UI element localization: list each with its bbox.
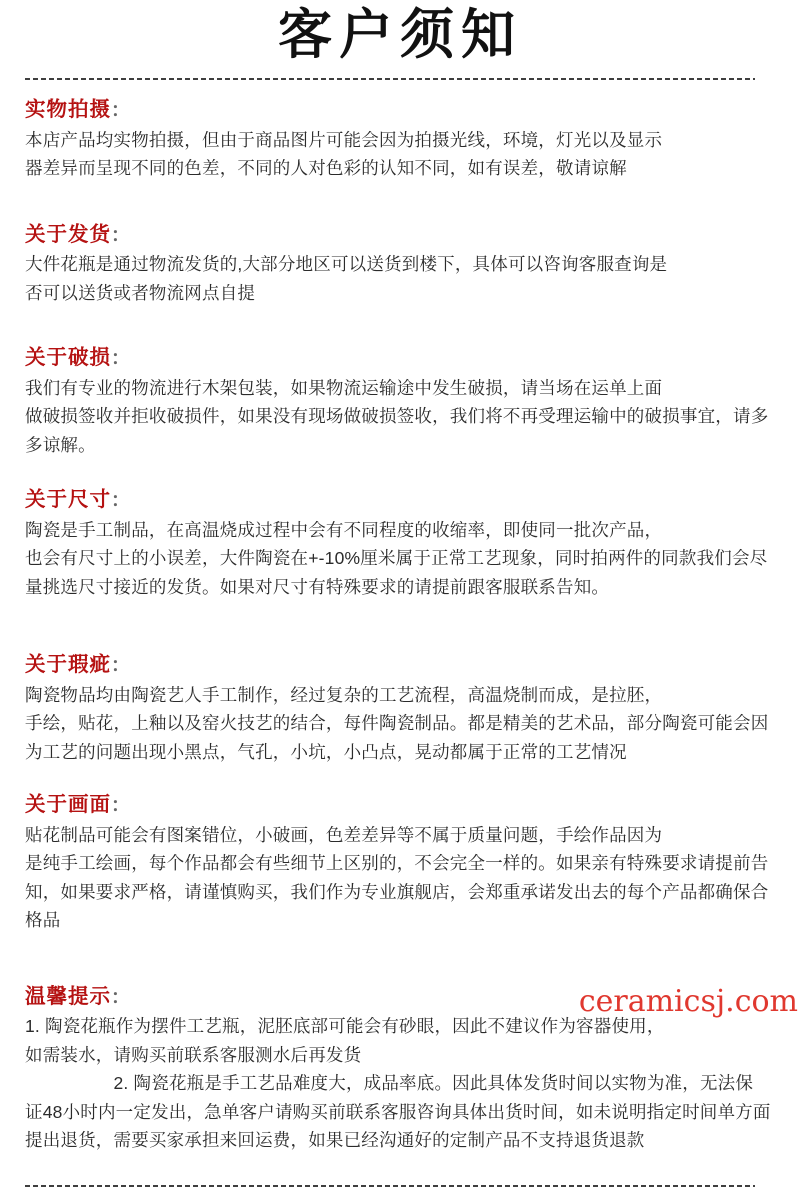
section-line: 1. 陶瓷花瓶作为摆件工艺瓶，泥胚底部可能会有砂眼，因此不建议作为容器使用， bbox=[25, 1016, 665, 1036]
section-line: 证48小时内一定发出，急单客户请购买前联系客服咨询具体出货时间，如未说明指定时间单方面 bbox=[25, 1101, 771, 1122]
section-line: 为工艺的问题出现小黑点，气孔，小坑，小凸点，晃动都属于正常的工艺情况 bbox=[25, 741, 627, 762]
customer-notice-page bbox=[0, 2, 800, 1150]
section-artwork bbox=[25, 791, 769, 935]
section-line: 否可以送货或者物流网点自提 bbox=[25, 282, 256, 303]
section-line: 也会有尺寸上的小误差，大件陶瓷在+-10%厘米属于正常工艺现象，同时拍两件的同款我们会尽 bbox=[25, 548, 768, 568]
section-size bbox=[25, 486, 768, 601]
section-line: 本店产品均实物拍摄，但由于商品图片可能会因为拍摄光线，环境，灯光以及显示 bbox=[25, 129, 663, 150]
section-line: 提出退货，需要买家承担来回运费，如果已经沟通好的定制产品不支持退货退款 bbox=[25, 1130, 645, 1150]
section-line: 陶瓷是手工制品，在高温烧成过程中会有不同程度的收缩率，即使同一批次产品， bbox=[25, 519, 663, 540]
section-line: 器差异而呈现不同的色差，不同的人对色彩的认知不同，如有误差，敬请谅解 bbox=[25, 158, 627, 178]
section-heading: 关于破损 bbox=[25, 346, 111, 369]
heading-colon: ： bbox=[111, 100, 131, 121]
section-line: 多谅解。 bbox=[25, 434, 96, 455]
section-heading: 关于瑕疵 bbox=[25, 653, 111, 676]
section-shipping bbox=[25, 221, 755, 308]
page-title: 客户须知 bbox=[278, 2, 522, 66]
section-line: 2. 陶瓷花瓶是手工艺品难度大，成品率底。因此具体发货时间以实物为准，无法保 bbox=[25, 1073, 754, 1093]
section-heading: 关于画面 bbox=[25, 793, 111, 816]
section-line: 是纯手工绘画，每个作品都会有些细节上区别的，不会完全一样的。如果亲有特殊要求请提前告 bbox=[25, 853, 769, 873]
heading-colon: ： bbox=[111, 795, 131, 816]
section-heading: 关于尺寸 bbox=[25, 488, 111, 511]
heading-colon: ： bbox=[111, 986, 131, 1008]
section-heading: 实物拍摄 bbox=[25, 98, 111, 121]
watermark-ceramicsj: ceramicsj.com bbox=[578, 984, 798, 1019]
section-heading: 关于发货 bbox=[25, 222, 111, 246]
section-line: 知，如果要求严格，请谨慎购买，我们作为专业旗舰店，会郑重承诺发出去的每个产品都确保合 bbox=[25, 881, 769, 902]
heading-colon: ： bbox=[111, 348, 131, 369]
section-line: 做破损签收并拒收破损件，如果没有现场做破损签收，我们将不再受理运输中的破损事宜，请多 bbox=[25, 406, 769, 426]
section-line: 我们有专业的物流进行木架包装，如果物流运输途中发生破损，请当场在运单上面 bbox=[25, 377, 663, 398]
section-line: 陶瓷物品均由陶瓷艺人手工制作，经过复杂的工艺流程，高温烧制而成，是拉胚， bbox=[25, 684, 663, 705]
section-line: 手绘，贴花，上釉以及窑火技艺的结合，每件陶瓷制品。都是精美的艺术品，部分陶瓷可能会因 bbox=[25, 713, 769, 733]
section-line: 大件花瓶是通过物流发货的,大部分地区可以送货到楼下，具体可以咨询客服查询是 bbox=[25, 254, 668, 274]
section-damage bbox=[25, 344, 769, 459]
heading-colon: ： bbox=[111, 224, 131, 246]
section-line: 如需装水，请购买前联系客服测水后再发货 bbox=[25, 1044, 362, 1065]
section-line: 量挑选尺寸接近的发货。如果对尺寸有特殊要求的请提前跟客服联系告知。 bbox=[25, 576, 610, 597]
heading-colon: ： bbox=[111, 490, 131, 511]
dashed-divider-bottom bbox=[25, 1185, 755, 1187]
heading-colon: ： bbox=[111, 655, 131, 676]
section-photo bbox=[25, 96, 755, 183]
section-flaws bbox=[25, 651, 769, 766]
section-line: 格品 bbox=[25, 910, 61, 930]
section-heading: 温馨提示 bbox=[25, 984, 111, 1008]
section-line: 贴花制品可能会有图案错位，小破画，色差差异等不属于质量问题，手绘作品因为 bbox=[25, 824, 663, 845]
